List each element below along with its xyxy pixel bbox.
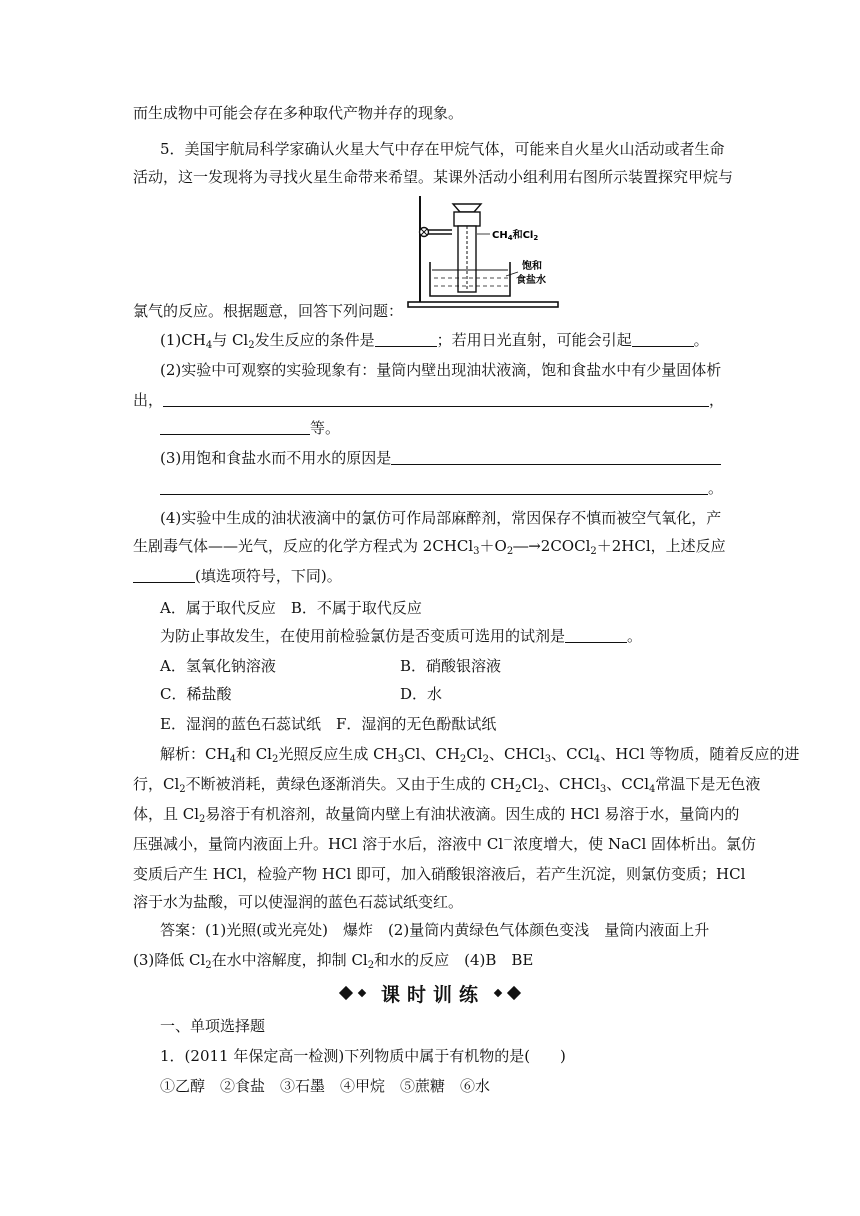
question-5-4-line-4: 为防止事故发生，在使用前检验氯仿是否变质可选用的试剂是 。: [160, 627, 643, 645]
question-5-3-line-1: (3)用饱和食盐水而不用水的原因是: [160, 448, 721, 468]
problem-1: 1．(2011 年保定高一检测)下列物质中属于有机物的是( ): [160, 1047, 566, 1065]
answer-line-1: 答案：(1)光照(或光亮处) 爆炸 (2)量筒内黄绿色气体颜色变浅 量筒内液面上升: [160, 921, 710, 939]
analysis-line-2: 行，$Cl_2$不断被消耗，黄绿色逐渐消失。又由于生成的 $CH_2Cl_2$、CHCl$_3$、CCl$_4$常温下是无色液: [133, 775, 761, 795]
apparatus-figure: [406, 190, 566, 320]
text-line: 而生成物中可能会存在多种取代产物并存的现象。: [133, 104, 464, 122]
question-5-4-line-2: 生剧毒气体——光气，反应的化学方程式为 $2CHCl_3+O_2―\to 2COCl_2+2HCl$，上述反应: [133, 537, 726, 557]
question-5-2-line-2: 出， ，: [133, 391, 725, 409]
analysis-line-6: 溶于水为盐酸，可以使湿润的蓝色石蕊试纸变红。: [133, 893, 464, 911]
answer-line-2: (3)降低 $Cl_2$在水中溶解度，抑制 $Cl_2$和水的反应 (4)B BE: [133, 951, 534, 971]
question-5-2-line-3: 等。: [160, 418, 340, 438]
analysis-line-4: 压强减小，量筒内液面上升。HCl 溶于水后，溶液中 Cl－浓度增大，使 NaCl 固体析出。氯仿: [133, 835, 757, 853]
diamond-icon: [339, 986, 353, 1000]
option-row-1: A．氢氧化钠溶液 B．硝酸银溶液: [160, 657, 502, 675]
diamond-icon: [494, 989, 502, 997]
figure-label-gas: $CH_4$和$Cl_2$: [492, 230, 539, 242]
analysis-line-1: 解析：$CH_4$和 $Cl_2$光照反应生成 $CH_3Cl$、$CH_2Cl_2$、CHCl$_3$、CCl$_4$、HCl 等物质，随着反应的进: [160, 745, 800, 765]
section-title: 课时训练: [380, 983, 485, 1006]
options-ab: A．属于取代反应 B．不属于取代反应: [160, 599, 422, 617]
diamond-icon: [358, 989, 366, 997]
question-5-line-2: 活动，这一发现将为寻找火星生命带来希望。某课外活动小组利用右图所示装置探究甲烷与: [133, 168, 734, 186]
question-5-4-line-1: (4)实验中生成的油状液滴中的氯仿可作局部麻醉剂，常因保存不慎而被空气氧化，产: [160, 509, 722, 527]
analysis-line-3: 体，且 $Cl_2$易溶于有机溶剂，故量筒内壁上有油状液滴。因生成的 HCl 易溶于水，量筒内的: [133, 805, 740, 825]
analysis-line-5: 变质后产生 HCl，检验产物 HCl 即可，加入硝酸银溶液后，若产生沉淀，则氯仿变质；HCl: [133, 865, 746, 883]
question-5-line-3: 氯气的反应。根据题意，回答下列问题：: [133, 302, 404, 320]
diamond-icon: [507, 986, 521, 1000]
figure-label-water-1: 饱和: [522, 261, 542, 272]
question-5-3-line-2: 。: [160, 478, 723, 498]
question-5-line-1: 5．美国宇航局科学家确认火星大气中存在甲烷气体，可能来自火星火山活动或者生命: [160, 140, 725, 158]
section-heading: 一、单项选择题: [160, 1017, 266, 1035]
option-row-3: E．湿润的蓝色石蕊试纸 F．湿润的无色酚酞试纸: [160, 715, 497, 733]
problem-1-choices: ①乙醇 ②食盐 ③石墨 ④甲烷 ⑤蔗糖 ⑥水: [160, 1077, 491, 1095]
question-5-4-line-3: (填选项符号，下同)。: [133, 566, 342, 586]
figure-label-water-2: 食盐水: [516, 275, 546, 286]
option-row-2: C．稀盐酸 D．水: [160, 685, 443, 703]
question-5-1: $(1)CH_4$与 $Cl_2$发生反应的条件是 ；若用日光直射，可能会引起 。: [160, 331, 709, 351]
section-title-bar: [0, 978, 860, 1008]
question-5-2-line-1: (2)实验中可观察的实验现象有：量筒内壁出现油状液滴，饱和食盐水中有少量固体析: [160, 361, 722, 379]
